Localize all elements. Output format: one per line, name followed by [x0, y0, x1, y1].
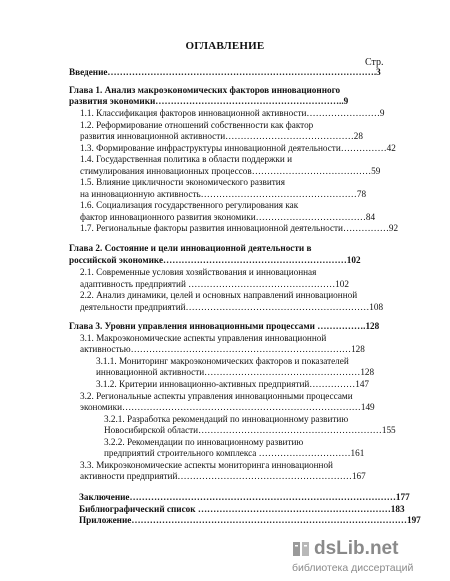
- toc-chapter-3: Глава 3. Уровни управления инновационными процессами …………….128: [69, 321, 380, 331]
- toc-section-1-1: 1.1. Классификация факторов инновационной активности……………………9: [80, 108, 385, 118]
- dslib-logo-icon: [292, 540, 310, 558]
- toc-subsection-3-2-2: 3.2.2. Рекомендации по инновационному развитию: [104, 437, 304, 447]
- toc-section-2-1-cont: адаптивность предприятий …………………………………………102: [80, 279, 349, 289]
- toc-section-1-4-cont: стимулирования инновационных процессов…………………………………59: [80, 166, 381, 176]
- toc-title: ОГЛАВЛЕНИЕ: [185, 40, 265, 52]
- toc-entry-intro: Введение…………………………………………………………………………….3: [69, 67, 381, 77]
- toc-chapter-1-cont: развития экономики……………………………………………………..9: [69, 96, 349, 106]
- toc-subsection-3-1-1-cont: инновационной активности……………………………………………128: [96, 367, 375, 377]
- toc-section-1-4: 1.4. Государственная политика в области поддержки и: [80, 154, 292, 164]
- toc-section-2-2: 2.2. Анализ динамики, целей и основных направлений инновационной: [80, 290, 358, 300]
- watermark-name: dsLib.net: [314, 538, 399, 559]
- toc-section-1-6-cont: фактор инновационного развития экономики………………………………84: [80, 212, 376, 222]
- toc-section-1-2-cont: развития инновационной активности……………………………………28: [80, 131, 363, 141]
- toc-subsection-3-2-1-cont: Новосибирской области……………………………………………………155: [104, 425, 396, 435]
- toc-subsection-3-1-2: 3.1.2. Критерии инновационно-активных предприятий……………147: [96, 379, 370, 389]
- toc-section-1-6: 1.6. Социализация государственного регулирования как: [80, 200, 299, 210]
- toc-entry-conclusion: Заключение……………………………………………………………………………177: [79, 492, 410, 502]
- toc-section-2-2-cont: деятельности предприятий……………………………………………………108: [80, 302, 384, 312]
- toc-subsection-3-2-2-cont: предприятий строительного комплекса …………………………161: [104, 448, 365, 458]
- toc-entry-appendix: Приложение………………………………………………………………………………197: [79, 515, 421, 525]
- page-column-label: Стр.: [365, 57, 384, 68]
- toc-subsection-3-1-1: 3.1.1. Мониторинг макроэкономических факторов и показателей: [96, 356, 349, 366]
- toc-section-3-2: 3.2. Региональные аспекты управления инновационными процессами: [80, 391, 353, 401]
- toc-section-3-3: 3.3. Микроэкономические аспекты мониторинга инновационной: [80, 460, 333, 470]
- toc-section-1-5: 1.5. Влияние цикличности экономического развития: [80, 177, 285, 187]
- toc-chapter-2: Глава 2. Состояние и цели инновационной деятельности в: [69, 243, 312, 253]
- toc-entry-bibliography: Библиографический список ………………………………………………………183: [79, 504, 405, 514]
- toc-section-2-1: 2.1. Современные условия хозяйствования и инновационная: [80, 267, 317, 277]
- watermark: [292, 540, 442, 576]
- toc-section-3-1: 3.1. Макроэкономические аспекты управления инновационной: [80, 333, 327, 343]
- toc-section-1-5-cont: на инновационную активность……………………………………………78: [80, 189, 367, 199]
- toc-chapter-2-cont: российской экономике……………………………………………………102: [69, 255, 361, 265]
- toc-section-1-7: 1.7. Региональные факторы развития инновационной деятельности……………92: [80, 223, 399, 233]
- toc-section-1-2: 1.2. Реформирование отношений собственности как фактор: [80, 120, 314, 130]
- toc-section-3-1-cont: активностью………………………………………………………………128: [80, 344, 365, 354]
- toc-section-1-3: 1.3. Формирование инфраструктуры инновационной деятельности……………42: [80, 143, 396, 153]
- toc-chapter-1: Глава 1. Анализ макроэкономических факторов инновационного: [69, 85, 341, 95]
- watermark-subtitle: библиотека диссертаций: [292, 562, 414, 574]
- toc-section-3-3-cont: активности предприятий…………………………………………………167: [80, 471, 366, 481]
- toc-subsection-3-2-1: 3.2.1. Разработка рекомендаций по инновационному развитию: [104, 414, 349, 424]
- toc-section-3-2-cont: экономики……………………………………………………………………149: [80, 402, 375, 412]
